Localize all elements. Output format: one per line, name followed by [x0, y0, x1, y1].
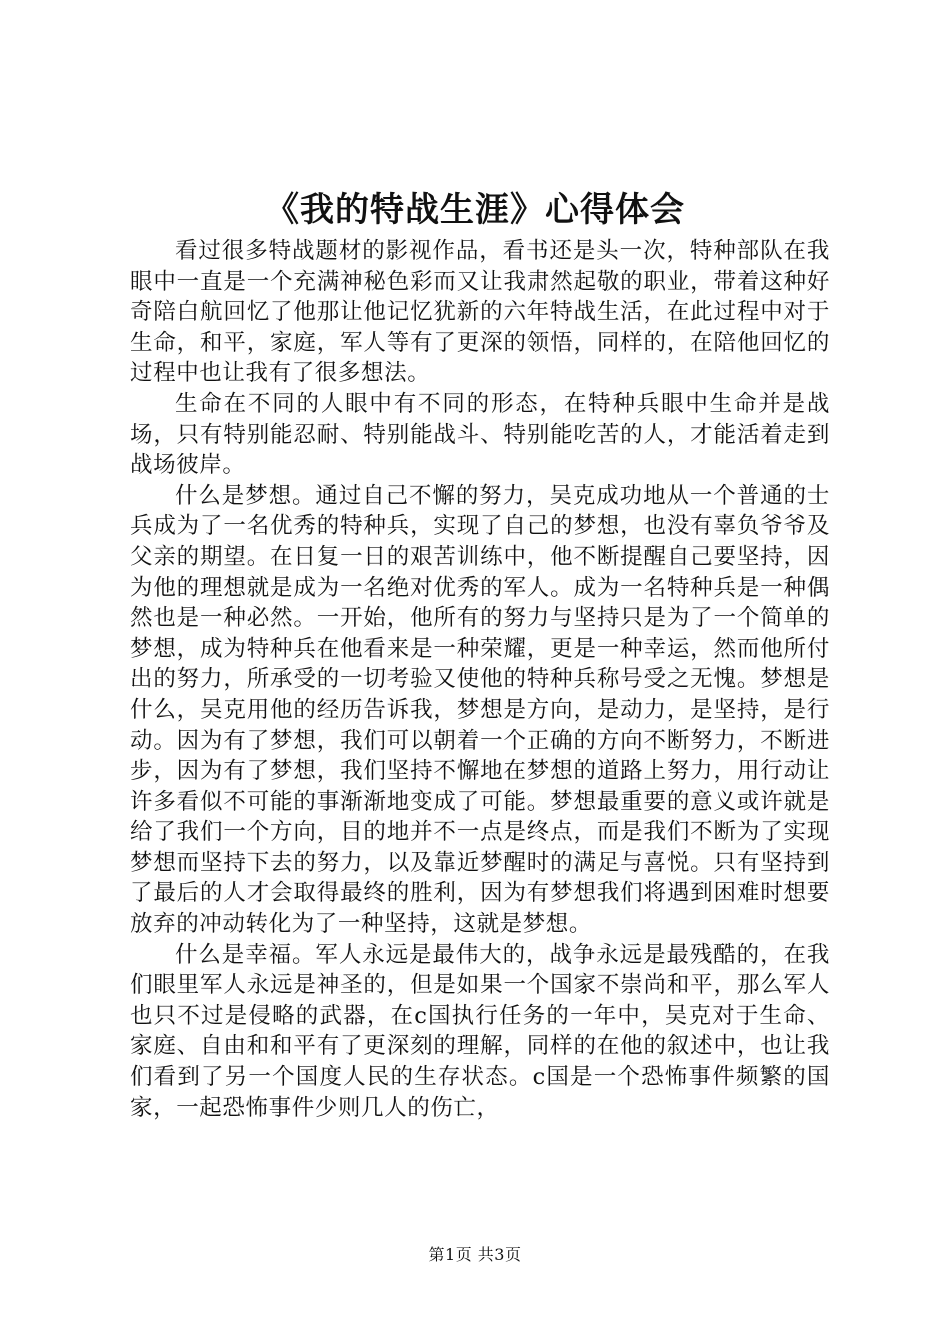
paragraph: 什么是幸福。军人永远是最伟大的，战争永远是最残酷的，在我们眼里军人永远是神圣的，但是如果一个国家不崇尚和平，那么军人也只不过是侵略的武器，在c国执行任务的一年中，吴克对于生命、家庭、自由和和平有了更深刻的理解，同样的在他的叙述中，也让我们看到了另一个国度人民的生存状态。c国是一个恐怖事件频繁的国家，一起恐怖事件少则几人的伤亡，	[130, 941, 830, 1121]
paragraph: 什么是梦想。通过自己不懈的努力，吴克成功地从一个普通的士兵成为了一名优秀的特种兵，实现了自己的梦想，也没有辜负爷爷及父亲的期望。在日复一日的艰苦训练中，他不断提醒自己要坚持，因为他的理想就是成为一名绝对优秀的军人。成为一名特种兵是一种偶然也是一种必然。一开始，他所有的努力与坚持只是为了一个简单的梦想，成为特种兵在他看来是一种荣耀，更是一种幸运，然而他所付出的努力，所承受的一切考验又使他的特种兵称号受之无愧。梦想是什么，吴克用他的经历告诉我，梦想是方向，是动力，是坚持，是行动。因为有了梦想，我们可以朝着一个正确的方向不断努力，不断进步，因为有了梦想，我们坚持不懈地在梦想的道路上努力，用行动让许多看似不可能的事渐渐地变成了可能。梦想最重要的意义或许就是给了我们一个方向，目的地并不一点是终点，而是我们不断为了实现梦想而坚持下去的努力，以及靠近梦醒时的满足与喜悦。只有坚持到了最后的人才会取得最终的胜利，因为有梦想我们将遇到困难时想要放弃的冲动转化为了一种坚持，这就是梦想。	[130, 482, 830, 938]
document-title: 《我的特战生涯》心得体会	[265, 190, 685, 230]
page-number-footer: 第1页 共3页	[428, 1245, 522, 1264]
paragraph: 看过很多特战题材的影视作品，看书还是头一次，特种部队在我眼中一直是一个充满神秘色彩而又让我肃然起敬的职业，带着这种好奇陪白航回忆了他那让他记忆犹新的六年特战生活，在此过程中对于生命，和平，家庭，军人等有了更深的领悟，同样的，在陪他回忆的过程中也让我有了很多想法。	[130, 238, 830, 387]
paragraph: 生命在不同的人眼中有不同的形态，在特种兵眼中生命并是战场，只有特别能忍耐、特别能战斗、特别能吃苦的人，才能活着走到战场彼岸。	[130, 390, 830, 479]
document-body	[130, 236, 830, 1123]
